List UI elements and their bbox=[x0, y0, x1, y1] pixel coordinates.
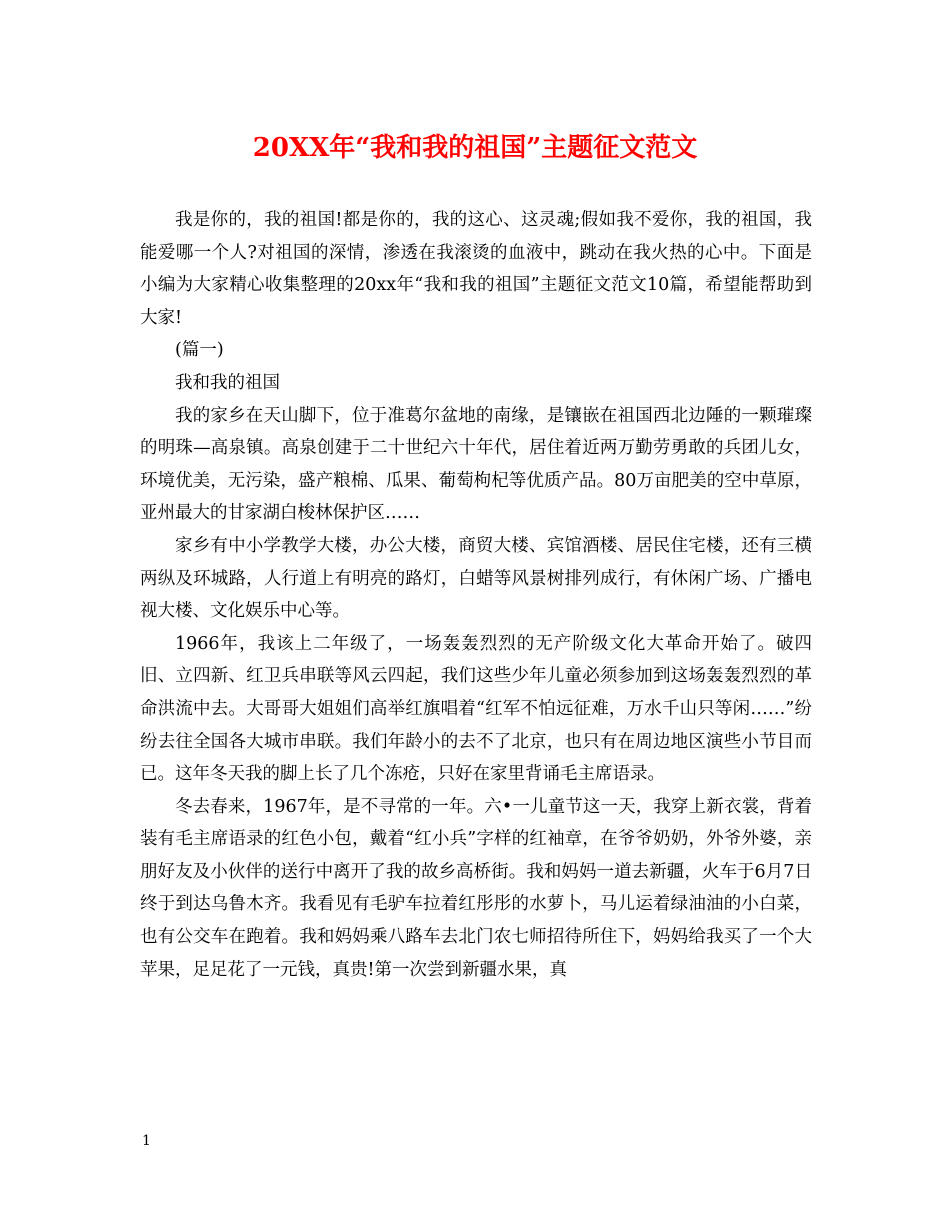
body-paragraph: 我的家乡在天山脚下，位于准葛尔盆地的南缘，是镶嵌在祖国西北边陲的一颗璀璨的明珠—高泉镇。高泉创建于二十世纪六十年代，居住着近两万勤劳勇敢的兵团儿女，环境优美，无污染，盛产粮棉、瓜果、葡萄枸杞等优质产品。80万亩肥美的空中草原，亚州最大的甘家湖白梭林保护区…… bbox=[140, 405, 812, 524]
body-paragraph: 1966年，我该上二年级了，一场轰轰烈烈的无产阶级文化大革命开始了。破四旧、立四新、红卫兵串联等风云四起，我们这些少年儿童必须参加到这场轰轰烈烈的革命洪流中去。大哥哥大姐姐们高举红旗唱着“红军不怕远征难，万水千山只等闲……”纷纷去往全国各大城市串联。我们年龄小的去不了北京，也只有在周边地区演些小节目而已。这年冬天我的脚上长了几个冻疮，只好在家里背诵毛主席语录。 bbox=[140, 633, 812, 785]
section-marker: (篇一) bbox=[175, 340, 224, 361]
body-paragraph: 冬去春来，1967年，是不寻常的一年。六•一儿童节这一天，我穿上新衣裳，背着装有毛主席语录的红色小包，戴着“红小兵”字样的红袖章，在爷爷奶奶，外爷外婆，亲朋好友及小伙伴的送行中离开了我的故乡高桥街。我和妈妈一道去新疆，火车于6月7日终于到达乌鲁木齐。我看见有毛驴车拉着红彤彤的水萝卜，马儿运着绿油油的小白菜，也有公交车在跑着。我和妈妈乘八路车去北门农七师招待所住下，妈妈给我买了一个大苹果，足足花了一元钱，真贵!第一次尝到新疆水果，真 bbox=[140, 796, 812, 980]
body-paragraph: 家乡有中小学教学大楼，办公大楼，商贸大楼、宾馆酒楼、居民住宅楼，还有三横两纵及环城路，人行道上有明亮的路灯，白蜡等风景树排列成行，有休闲广场、广播电视大楼、文化娱乐中心等。 bbox=[140, 535, 812, 622]
document-body bbox=[140, 204, 812, 986]
document-title: 20XX年“我和我的祖国”主题征文范文 bbox=[252, 133, 698, 163]
page-number: 1 bbox=[142, 1133, 151, 1149]
essay-title: 我和我的祖国 bbox=[175, 372, 280, 393]
intro-paragraph: 我是你的，我的祖国!都是你的，我的这心、这灵魂;假如我不爱你，我的祖国，我能爱哪一个人?对祖国的深情，渗透在我滚烫的血液中，跳动在我火热的心中。下面是小编为大家精心收集整理的20xx年“我和我的祖国”主题征文范文10篇，希望能帮助到大家! bbox=[140, 210, 812, 328]
